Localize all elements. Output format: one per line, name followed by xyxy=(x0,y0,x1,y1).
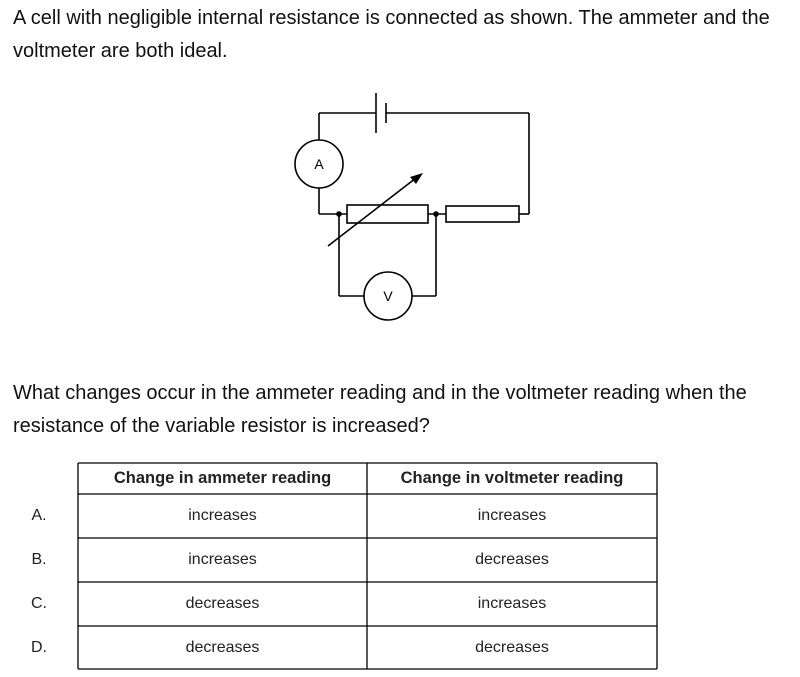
voltmeter-change: decreases xyxy=(475,639,549,656)
voltmeter-change: increases xyxy=(477,507,547,524)
option-label: C. xyxy=(31,595,47,612)
question-text: What changes occur in the ammeter reading and in the voltmeter reading when the resistance of the variable resistor is increased? xyxy=(13,382,747,437)
option-label: B. xyxy=(31,551,47,568)
fixed-resistor xyxy=(446,206,519,222)
variable-resistor-arrowhead xyxy=(410,173,423,184)
ammeter-change: increases xyxy=(188,551,257,568)
ammeter-label: A xyxy=(314,156,324,172)
voltmeter-change: increases xyxy=(477,595,547,612)
question-intro: A cell with negligible internal resistance is connected as shown. The ammeter and the voltmeter are both ideal. xyxy=(13,7,770,62)
header-voltmeter: Change in voltmeter reading xyxy=(400,469,624,487)
ammeter-change: increases xyxy=(188,507,257,524)
ammeter-change: decreases xyxy=(185,639,260,656)
voltmeter-label: V xyxy=(383,288,393,304)
header-ammeter: Change in ammeter reading xyxy=(113,469,332,487)
ammeter-change: decreases xyxy=(185,595,260,612)
option-label: D. xyxy=(31,639,47,656)
voltmeter-change: decreases xyxy=(475,551,549,568)
variable-resistor xyxy=(347,205,428,223)
option-label: A. xyxy=(31,507,47,524)
variable-resistor-arrow xyxy=(328,178,416,246)
